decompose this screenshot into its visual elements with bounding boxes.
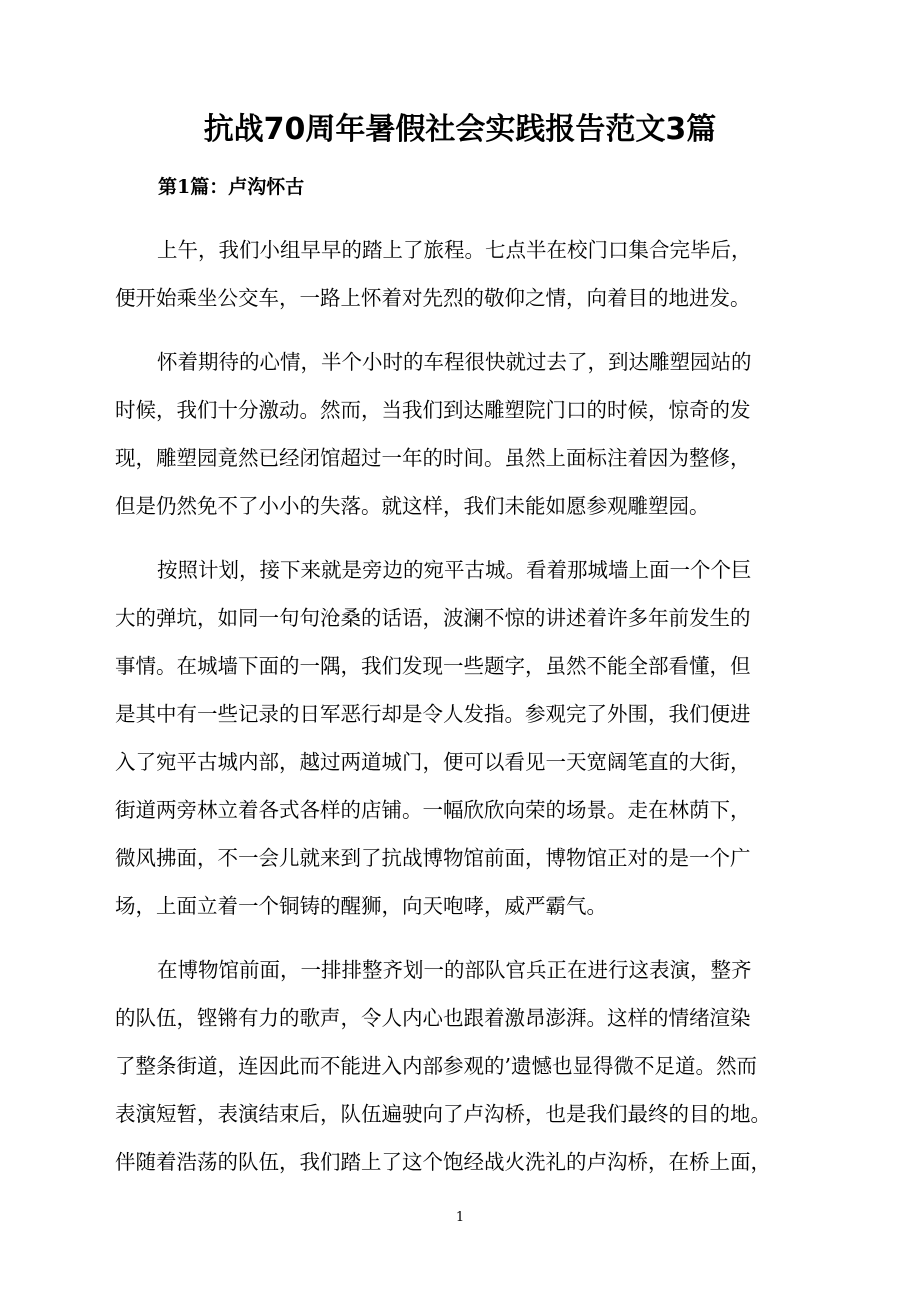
text-line: 场，上面立着一个铜铸的醒狮，向天咆哮，威严霸气。 [115,894,607,918]
text-line: 大的弹坑，如同一句句沧桑的话语，波澜不惊的讲述着许多年前发生的 [115,606,751,630]
text-line: 了整条街道，连因此而不能进入内部参观的’遗憾也显得微不足道。然而 [115,1054,758,1078]
text-line: 时候，我们十分激动。然而，当我们到达雕塑院门口的时候，惊奇的发 [115,398,751,422]
text-line: 入了宛平古城内部，越过两道城门，便可以看见一天宽阔笔直的大街， [115,750,751,774]
text-line: 是其中有一些记录的日军恶行却是令人发指。参观完了外围，我们便进 [115,702,751,726]
document-title: 抗战70周年暑假社会实践报告范文3篇 [203,112,717,147]
paragraph-4 [115,946,809,1186]
text-line: 在博物馆前面，一排排整齐划一的部队官兵正在进行这表演，整齐 [157,958,752,982]
section-heading: 第1篇：卢沟怀古 [158,176,305,198]
text-line: 街道两旁林立着各式各样的店铺。一幅欣欣向荣的场景。走在林荫下， [115,798,751,822]
text-line: 事情。在城墙下面的一隅，我们发现一些题字，虽然不能全部看懂，但 [115,654,751,678]
text-line: 伴随着浩荡的队伍，我们踏上了这个饱经战火洗礼的卢沟桥，在桥上面， [115,1150,771,1174]
text-line: 但是仍然免不了小小的失落。就这样，我们未能如愿参观雕塑园。 [115,494,710,518]
page-number: 1 [455,1210,465,1225]
paragraph-1 [115,226,809,322]
text-line: 微风拂面，不一会儿就来到了抗战博物馆前面，博物馆正对的是一个广 [115,846,751,870]
text-line: 表演短暂，表演结束后，队伍遍驶向了卢沟桥，也是我们最终的目的地。 [115,1102,771,1126]
paragraph-3 [115,546,809,930]
text-line: 的队伍，铿锵有力的歌声，令人内心也跟着激昂澎湃。这样的情绪渲染 [115,1006,751,1030]
body-text [115,226,809,1202]
text-line: 上午，我们小组早早的踏上了旅程。七点半在校门口集合完毕后， [157,238,752,262]
paragraph-2 [115,338,809,530]
text-line: 现，雕塑园竟然已经闭馆超过一年的时间。虽然上面标注着因为整修， [115,446,751,470]
text-line: 按照计划，接下来就是旁边的宛平古城。看着那城墙上面一个个巨 [157,558,752,582]
text-line: 怀着期待的心情，半个小时的车程很快就过去了，到达雕塑园站的 [157,350,752,374]
text-line: 便开始乘坐公交车，一路上怀着对先烈的敬仰之情，向着目的地进发。 [115,286,751,310]
